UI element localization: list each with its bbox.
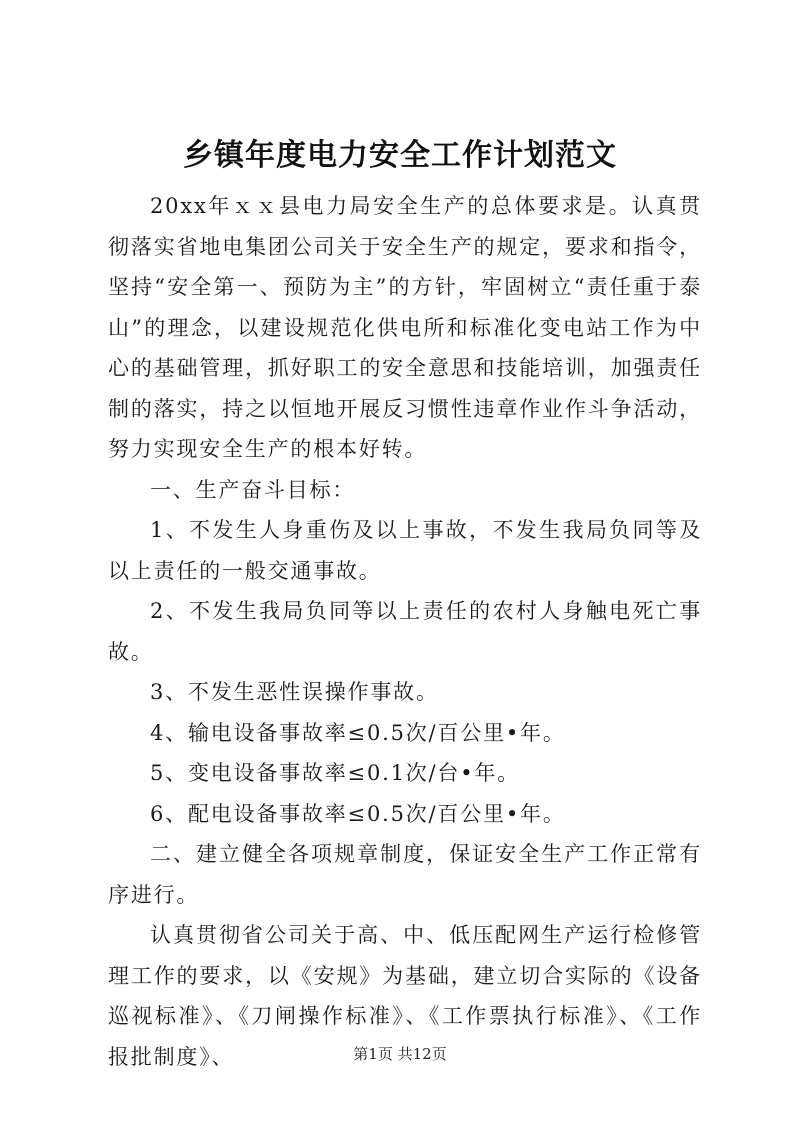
- paragraph-item-5: 5、变电设备事故率≤0.1次/台•年。: [150, 761, 521, 785]
- paragraph-section-2-heading: 二、建立健全各项规章制度，保证安全生产工作正常有序进行。: [108, 842, 702, 907]
- page-footer: [0, 1044, 800, 1064]
- document-body: [108, 186, 702, 1077]
- paragraph-item-6: 6、配电设备事故率≤0.5次/百公里•年。: [150, 801, 566, 826]
- paragraph-intro: 20xx年ｘｘ县电力局安全生产的总体要求是。认真贯彻落实省地电集团公司关于安全生产的规定，要求和指令，坚持“安全第一、预防为主”的方针，牢固树立“责任重于泰山”的理念，以建设规范化供电所和标准化变电站工作为中心的基础管理，抓好职工的安全意思和技能培训，加强责任制的落实，持之以恒地开展反习惯性违章作业作斗争活动，努力实现安全生产的根本好转。: [108, 194, 702, 461]
- paragraph-section-1-heading: 一、生产奋斗目标：: [150, 477, 356, 502]
- paragraph-item-3: 3、不发生恶性误操作事故。: [150, 680, 439, 704]
- paragraph-item-1: 1、不发生人身重伤及以上事故，不发生我局负同等及以上责任的一般交通事故。: [108, 518, 702, 583]
- document-title: 乡镇年度电力安全工作计划范文: [183, 138, 617, 173]
- page-number-label: 第1页 共12页: [353, 1045, 447, 1063]
- paragraph-section-2-body: 认真贯彻省公司关于高、中、低压配网生产运行检修管理工作的要求，以《安规》为基础，建立切合实际的《设备巡视标准》、《刀闸操作标准》、《工作票执行标准》、《工作报批制度》、: [108, 923, 702, 1069]
- paragraph-item-2: 2、不发生我局负同等以上责任的农村人身触电死亡事故。: [108, 599, 702, 664]
- paragraph-item-4: 4、输电设备事故率≤0.5次/百公里•年。: [150, 720, 566, 745]
